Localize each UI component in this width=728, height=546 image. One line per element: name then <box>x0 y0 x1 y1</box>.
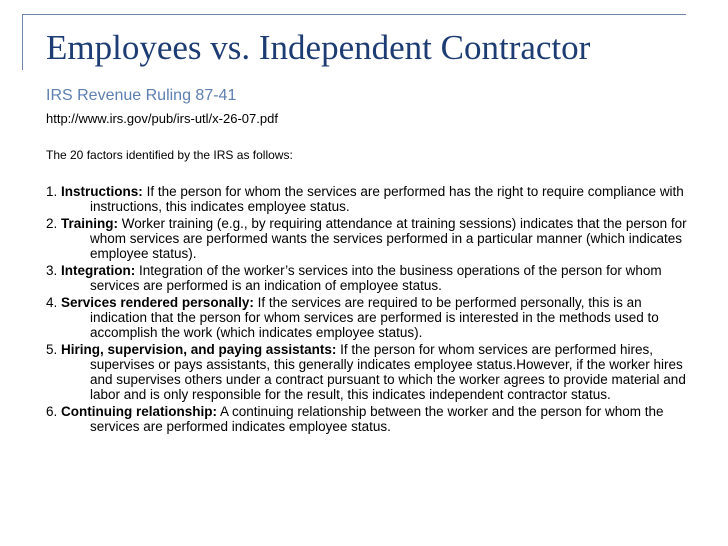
factor-text: If the person for whom the services are performed has the right to require compliance with instructions, this indicates employee status. <box>90 184 684 214</box>
factor-number: 2. <box>46 216 58 231</box>
factor-number: 6. <box>46 404 58 419</box>
factor-number: 1. <box>46 184 58 199</box>
factor-number: 5. <box>46 342 58 357</box>
factor-text: Worker training (e.g., by requiring attendance at training sessions) indicates that the person for whom services are performed wants the services performed in a particular manner (which indicates employee status). <box>90 216 687 261</box>
slide-subtitle: IRS Revenue Ruling 87-41 <box>46 87 237 104</box>
factor-term: Integration: <box>61 263 136 278</box>
factor-item <box>46 404 690 434</box>
factor-item <box>46 342 690 402</box>
factor-text: If the person for whom services are performed hires, supervises or pays assistants, this generally indicates employee status.However, if the worker hires and supervises others under a contract pursuant to which the worker agrees to provide material and labor and is only responsible for the result, this indicates independent contractor status. <box>90 342 686 402</box>
intro-text: The 20 factors identified by the IRS as follows: <box>46 148 293 162</box>
factor-term: Instructions: <box>61 184 143 199</box>
source-url: http://www.irs.gov/pub/irs-utl/x-26-07.pdf <box>46 111 278 126</box>
factor-text: If the services are required to be performed personally, this is an indication that the person for whom services are performed is interested in the methods used to accomplish the work (which indicates employee status). <box>90 295 659 340</box>
slide-title: Employees vs. Independent Contractor <box>46 28 591 67</box>
factor-item <box>46 263 690 293</box>
factor-text: Integration of the worker’s services into the business operations of the person for whom services are performed is an indication of employee status. <box>90 263 662 293</box>
factor-term: Services rendered personally: <box>61 295 254 310</box>
factor-number: 3. <box>46 263 58 278</box>
factor-term: Training: <box>61 216 119 231</box>
factor-number: 4. <box>46 295 58 310</box>
side-divider-line <box>22 14 23 70</box>
factor-list <box>46 184 690 436</box>
factor-item <box>46 295 690 340</box>
factor-item <box>46 216 690 261</box>
factor-text: A continuing relationship between the worker and the person for whom the services are performed indicates employee status. <box>90 404 664 434</box>
factor-item <box>46 184 690 214</box>
top-divider-line <box>22 14 686 15</box>
factor-term: Hiring, supervision, and paying assistants: <box>61 342 337 357</box>
factor-term: Continuing relationship: <box>61 404 218 419</box>
